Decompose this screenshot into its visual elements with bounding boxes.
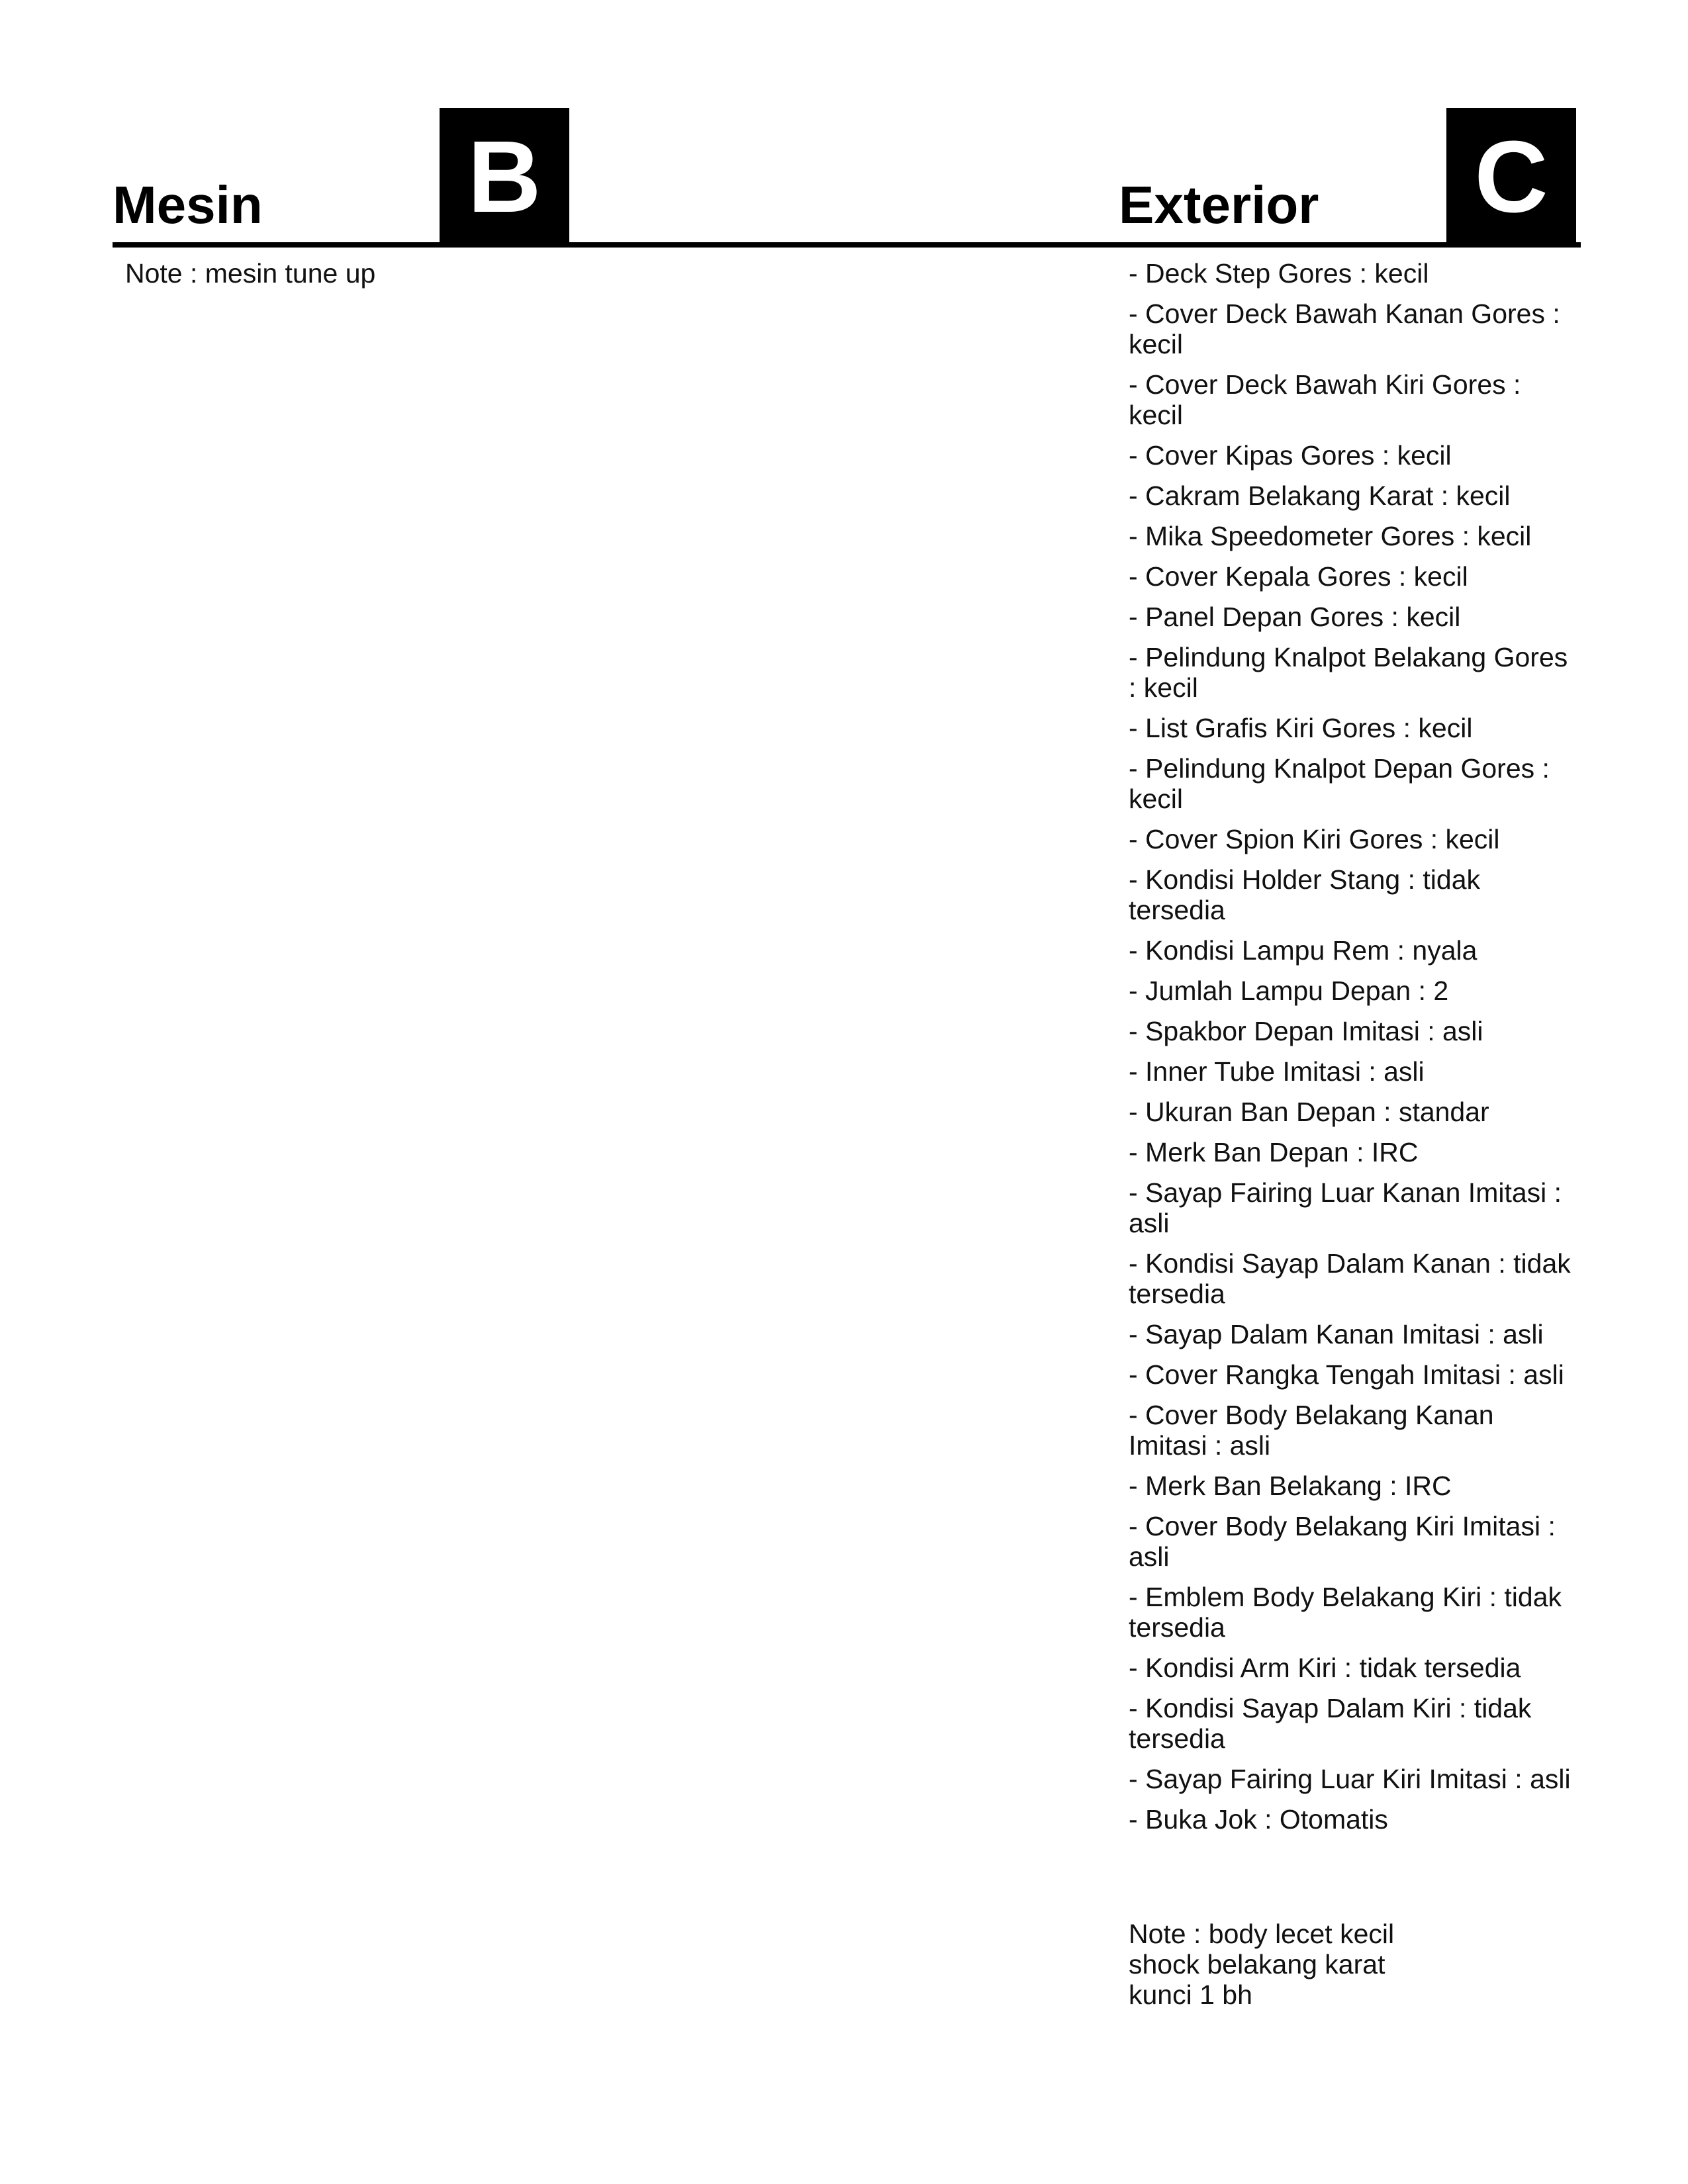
exterior-list-item: - Emblem Body Belakang Kiri : tidak tersedia — [1129, 1582, 1562, 1643]
exterior-list-item: - Pelindung Knalpot Depan Gores : kecil — [1129, 753, 1550, 814]
exterior-list-item: - Cover Deck Bawah Kiri Gores : kecil — [1129, 369, 1521, 430]
exterior-list-item: - Sayap Fairing Luar Kanan Imitasi : asli — [1129, 1177, 1562, 1238]
exterior-list-item: - Cover Body Belakang Kanan Imitasi : asli — [1129, 1400, 1494, 1461]
exterior-list-item: - Cakram Belakang Karat : kecil — [1129, 480, 1511, 511]
section-title-mesin: Mesin — [113, 175, 263, 234]
exterior-list-item: - Merk Ban Belakang : IRC — [1129, 1471, 1452, 1501]
exterior-list-item: - Pelindung Knalpot Belakang Gores : kecil — [1129, 642, 1568, 703]
exterior-list-item: - Jumlah Lampu Depan : 2 — [1129, 976, 1449, 1006]
exterior-list-item: - Kondisi Holder Stang : tidak tersedia — [1129, 864, 1480, 925]
exterior-list-item: - Mika Speedometer Gores : kecil — [1129, 521, 1532, 551]
exterior-list-item: - Sayap Dalam Kanan Imitasi : asli — [1129, 1319, 1544, 1349]
exterior-list-item: - Merk Ban Depan : IRC — [1129, 1137, 1419, 1167]
exterior-list-item: - Cover Kipas Gores : kecil — [1129, 440, 1452, 471]
exterior-list-item: - Sayap Fairing Luar Kiri Imitasi : asli — [1129, 1764, 1571, 1794]
exterior-list-item: - Spakbor Depan Imitasi : asli — [1129, 1016, 1483, 1046]
exterior-list-item: - Cover Rangka Tengah Imitasi : asli — [1129, 1359, 1564, 1390]
exterior-list-item: - Cover Spion Kiri Gores : kecil — [1129, 824, 1500, 854]
exterior-condition-list — [1129, 258, 1579, 1844]
exterior-list-item: - Ukuran Ban Depan : standar — [1129, 1097, 1489, 1127]
exterior-list-item: - Cover Body Belakang Kiri Imitasi : asli — [1129, 1511, 1556, 1572]
exterior-list-item: - Kondisi Sayap Dalam Kanan : tidak tersedia — [1129, 1248, 1571, 1309]
section-title-exterior: Exterior — [1119, 175, 1319, 234]
exterior-list-item: - Deck Step Gores : kecil — [1129, 258, 1429, 289]
exterior-list-item: - Inner Tube Imitasi : asli — [1129, 1056, 1425, 1087]
mesin-note: Note : mesin tune up — [125, 258, 376, 289]
section-letter-badge-b: B — [440, 108, 569, 246]
exterior-list-item: - Cover Deck Bawah Kanan Gores : kecil — [1129, 298, 1560, 359]
exterior-note: Note : body lecet kecil shock belakang karat kunci 1 bh — [1129, 1919, 1395, 2010]
exterior-list-item: - Panel Depan Gores : kecil — [1129, 602, 1461, 632]
exterior-list-item: - Cover Kepala Gores : kecil — [1129, 561, 1468, 592]
exterior-list-item: - Buka Jok : Otomatis — [1129, 1804, 1388, 1835]
section-header-rule — [113, 242, 1581, 248]
section-letter-badge-c: C — [1446, 108, 1576, 246]
exterior-list-item: - Kondisi Lampu Rem : nyala — [1129, 935, 1477, 966]
exterior-list-item: - Kondisi Arm Kiri : tidak tersedia — [1129, 1653, 1521, 1683]
exterior-list-item: - List Grafis Kiri Gores : kecil — [1129, 713, 1473, 743]
exterior-list-item: - Kondisi Sayap Dalam Kiri : tidak tersedia — [1129, 1693, 1532, 1754]
